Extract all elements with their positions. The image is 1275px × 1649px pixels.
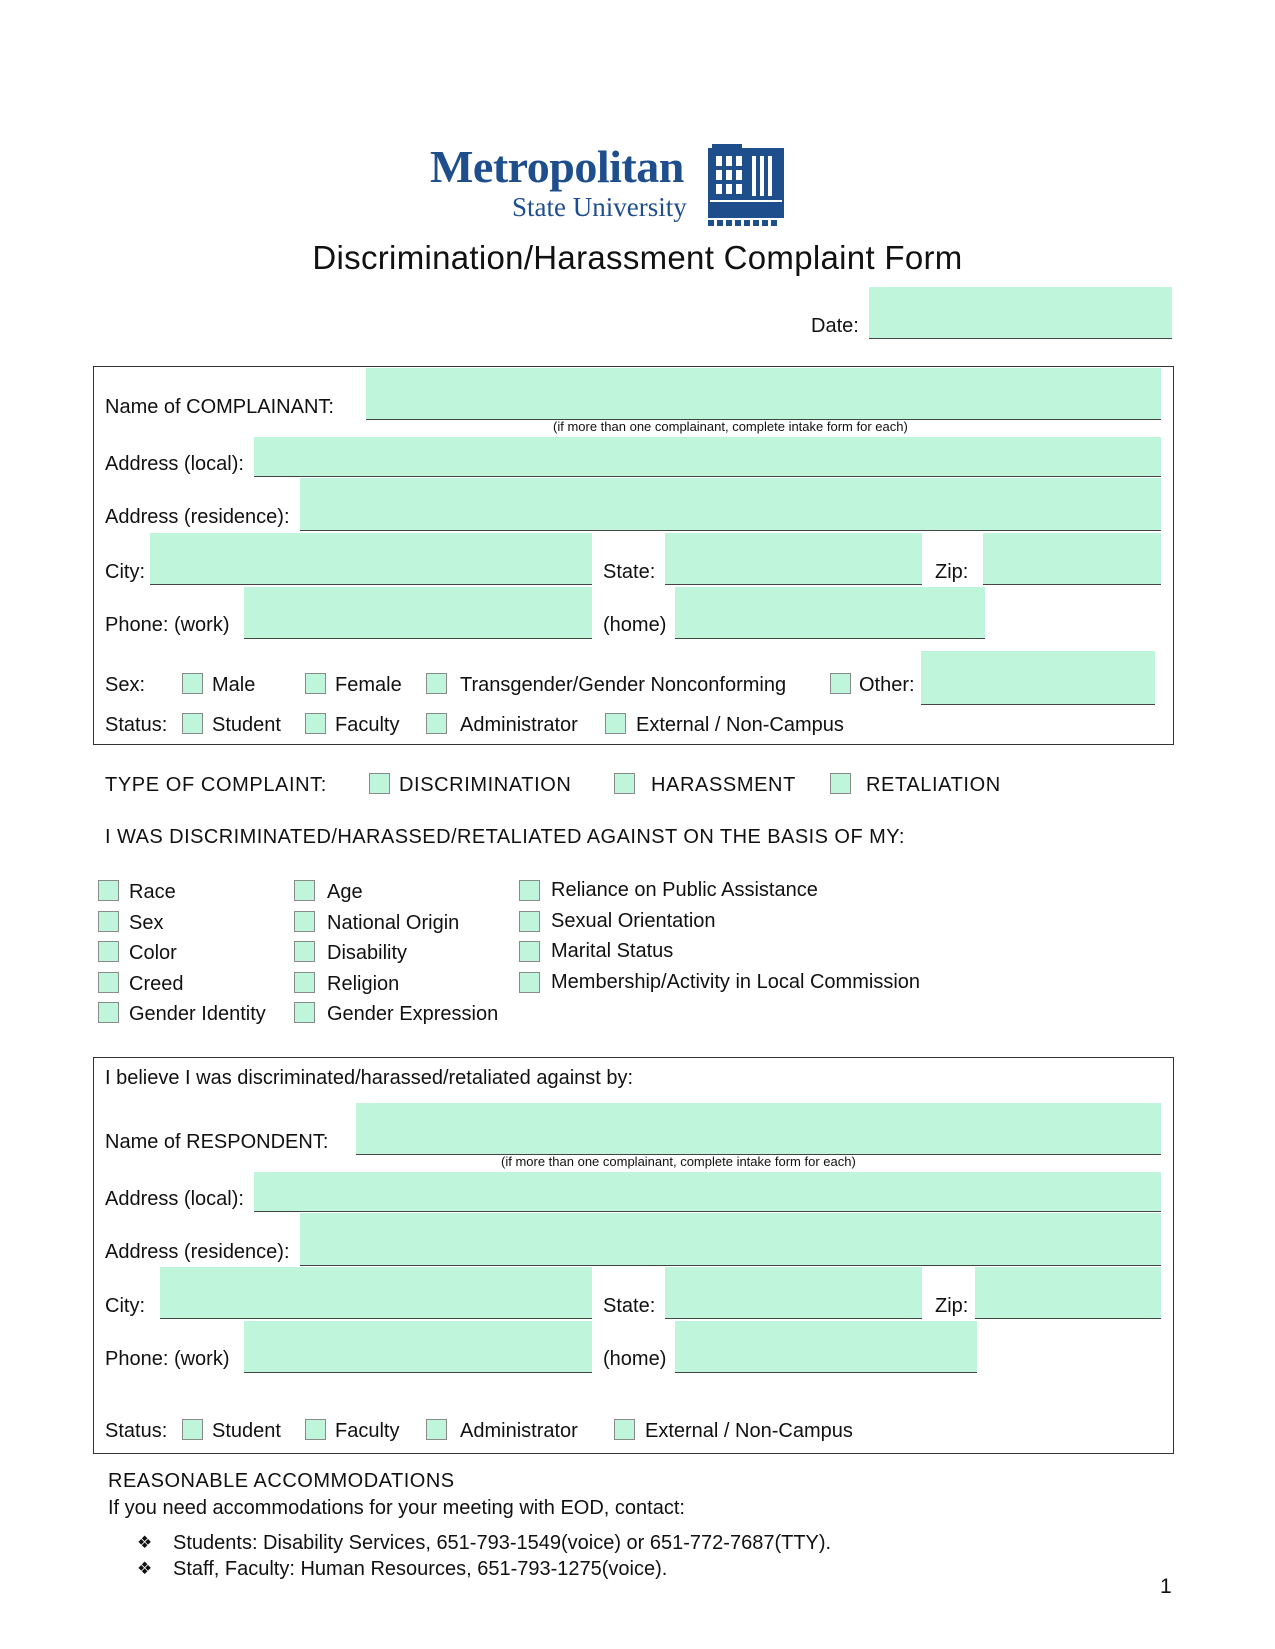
complainant-status-student-checkbox[interactable]: [182, 713, 203, 734]
respondent-status-administrator-checkbox[interactable]: [426, 1419, 447, 1440]
logo-wordmark: Metropolitan: [430, 141, 684, 192]
sex-transgender-checkbox[interactable]: [426, 673, 447, 694]
respondent-status-student-label: Student: [212, 1420, 281, 1442]
respondent-state-field[interactable]: [665, 1267, 922, 1319]
basis-sex-checkbox[interactable]: [98, 911, 119, 932]
complaint-discrimination-label: DISCRIMINATION: [399, 774, 572, 796]
basis-age-checkbox[interactable]: [294, 880, 315, 901]
complainant-status-faculty-checkbox[interactable]: [305, 713, 326, 734]
accommodations-intro: If you need accommodations for your meeting with EOD, contact:: [108, 1497, 685, 1519]
complainant-name-field[interactable]: [366, 368, 1161, 420]
complaint-harassment-label: HARASSMENT: [651, 774, 796, 796]
complaint-retaliation-label: RETALIATION: [866, 774, 1001, 796]
complainant-phone-work-label: Phone: (work): [105, 614, 230, 636]
basis-public-assistance-checkbox[interactable]: [519, 880, 540, 901]
respondent-status-student-checkbox[interactable]: [182, 1419, 203, 1440]
complainant-status-external-label: External / Non-Campus: [636, 714, 844, 736]
basis-local-commission-checkbox[interactable]: [519, 972, 540, 993]
respondent-status-label: Status:: [105, 1420, 168, 1442]
respondent-phone-work-field[interactable]: [244, 1321, 592, 1373]
complaint-type-label: TYPE OF COMPLAINT:: [105, 774, 327, 796]
sex-male-label: Male: [212, 674, 256, 696]
complainant-city-field[interactable]: [150, 533, 592, 585]
respondent-zip-label: Zip:: [935, 1295, 969, 1317]
complainant-address-residence-label: Address (residence):: [105, 506, 290, 528]
respondent-zip-field[interactable]: [975, 1267, 1161, 1319]
basis-sexual-orientation-label: Sexual Orientation: [551, 910, 716, 932]
respondent-intro: I believe I was discriminated/harassed/retaliated against by:: [105, 1067, 634, 1089]
basis-gender-expression-label: Gender Expression: [327, 1003, 499, 1025]
respondent-address-local-field[interactable]: [254, 1172, 1161, 1212]
basis-local-commission-label: Membership/Activity in Local Commission: [551, 971, 921, 993]
basis-national-origin-checkbox[interactable]: [294, 911, 315, 932]
respondent-name-label: Name of RESPONDENT:: [105, 1131, 329, 1153]
complainant-state-label: State:: [603, 561, 656, 583]
complainant-status-administrator-checkbox[interactable]: [426, 713, 447, 734]
basis-disability-label: Disability: [327, 942, 408, 964]
complaint-discrimination-checkbox[interactable]: [369, 773, 390, 794]
sex-male-checkbox[interactable]: [182, 673, 203, 694]
complainant-status-label: Status:: [105, 714, 168, 736]
sex-female-checkbox[interactable]: [305, 673, 326, 694]
basis-public-assistance-label: Reliance on Public Assistance: [551, 879, 818, 901]
sex-other-field[interactable]: [921, 651, 1155, 705]
respondent-status-faculty-checkbox[interactable]: [305, 1419, 326, 1440]
complainant-city-label: City:: [105, 561, 145, 583]
respondent-state-label: State:: [603, 1295, 656, 1317]
respondent-name-field[interactable]: [356, 1103, 1161, 1155]
basis-sex-label: Sex: [129, 912, 164, 934]
respondent-city-label: City:: [105, 1295, 145, 1317]
logo: [430, 140, 790, 230]
accommodations-bullet-students: Students: Disability Services, 651-793-1549(voice) or 651-772-7687(TTY).: [173, 1532, 832, 1554]
respondent-phone-work-label: Phone: (work): [105, 1348, 230, 1370]
sex-female-label: Female: [335, 674, 402, 696]
complainant-address-residence-field[interactable]: [300, 478, 1161, 531]
basis-age-label: Age: [327, 881, 363, 903]
page-title: Discrimination/Harassment Complaint Form: [312, 239, 963, 276]
basis-religion-label: Religion: [327, 973, 400, 995]
complainant-phone-home-label: (home): [603, 614, 667, 636]
basis-race-checkbox[interactable]: [98, 880, 119, 901]
respondent-status-faculty-label: Faculty: [335, 1420, 400, 1442]
basis-gender-identity-label: Gender Identity: [129, 1003, 266, 1025]
complainant-name-label: Name of COMPLAINANT:: [105, 396, 334, 418]
sex-other-checkbox[interactable]: [830, 673, 851, 694]
complainant-zip-field[interactable]: [983, 533, 1161, 585]
respondent-status-external-label: External / Non-Campus: [645, 1420, 853, 1442]
respondent-city-field[interactable]: [160, 1267, 592, 1319]
complainant-note: (if more than one complainant, complete intake form for each): [553, 419, 908, 434]
complainant-phone-work-field[interactable]: [244, 587, 592, 639]
respondent-address-residence-label: Address (residence):: [105, 1241, 290, 1263]
respondent-phone-home-field[interactable]: [675, 1321, 977, 1373]
basis-national-origin-label: National Origin: [327, 912, 460, 934]
basis-race-label: Race: [129, 881, 176, 903]
basis-creed-label: Creed: [129, 973, 184, 995]
complainant-state-field[interactable]: [665, 533, 922, 585]
respondent-status-external-checkbox[interactable]: [614, 1419, 635, 1440]
basis-creed-checkbox[interactable]: [98, 972, 119, 993]
basis-religion-checkbox[interactable]: [294, 972, 315, 993]
basis-color-checkbox[interactable]: [98, 941, 119, 962]
complainant-address-local-label: Address (local):: [105, 453, 244, 475]
basis-sexual-orientation-checkbox[interactable]: [519, 911, 540, 932]
page-number: 1: [1160, 1575, 1172, 1598]
diamond-bullet-icon: ❖: [137, 1559, 153, 1578]
basis-gender-expression-checkbox[interactable]: [294, 1002, 315, 1023]
accommodations-heading: REASONABLE ACCOMMODATIONS: [108, 1470, 455, 1492]
accommodations-bullet-staff: Staff, Faculty: Human Resources, 651-793-1275(voice).: [173, 1558, 668, 1580]
respondent-status-administrator-label: Administrator: [460, 1420, 578, 1442]
respondent-phone-home-label: (home): [603, 1348, 667, 1370]
complainant-address-local-field[interactable]: [254, 437, 1161, 477]
basis-marital-status-label: Marital Status: [551, 940, 674, 962]
basis-disability-checkbox[interactable]: [294, 941, 315, 962]
respondent-note: (if more than one complainant, complete intake form for each): [501, 1154, 856, 1169]
date-label: Date:: [811, 315, 859, 337]
complainant-status-external-checkbox[interactable]: [605, 713, 626, 734]
complaint-retaliation-checkbox[interactable]: [830, 773, 851, 794]
complainant-status-administrator-label: Administrator: [460, 714, 578, 736]
complainant-status-faculty-label: Faculty: [335, 714, 400, 736]
logo-subtitle: State University: [512, 192, 687, 222]
diamond-bullet-icon: ❖: [137, 1533, 153, 1552]
complainant-zip-label: Zip:: [935, 561, 969, 583]
sex-other-label: Other:: [859, 674, 915, 696]
sex-label: Sex:: [105, 674, 146, 696]
basis-color-label: Color: [129, 942, 177, 964]
sex-transgender-label: Transgender/Gender Nonconforming: [460, 674, 787, 696]
complainant-status-student-label: Student: [212, 714, 281, 736]
complaint-harassment-checkbox[interactable]: [614, 773, 635, 794]
basis-marital-status-checkbox[interactable]: [519, 941, 540, 962]
basis-gender-identity-checkbox[interactable]: [98, 1002, 119, 1023]
building-icon: [708, 142, 784, 226]
respondent-address-residence-field[interactable]: [300, 1213, 1161, 1266]
respondent-address-local-label: Address (local):: [105, 1188, 244, 1210]
complainant-phone-home-field[interactable]: [675, 587, 985, 639]
basis-heading: I WAS DISCRIMINATED/HARASSED/RETALIATED AGAINST ON THE BASIS OF MY:: [105, 826, 905, 848]
date-field[interactable]: [869, 287, 1172, 339]
